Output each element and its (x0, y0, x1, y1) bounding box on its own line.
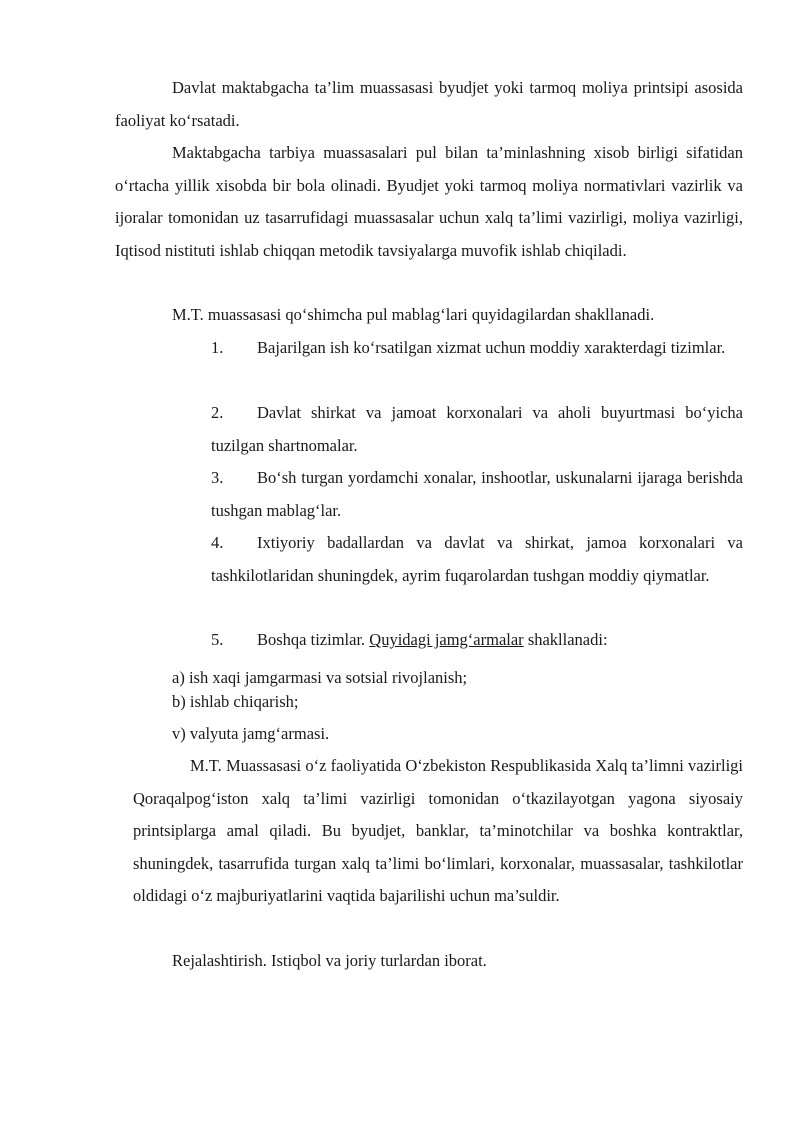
paragraph-accounting-unit: Maktabgacha tarbiya muassasalari pul bilan ta’minlashning xisob birligi sifatidan o‘rtacha yillik xisobda bir bola olinadi. Byudjet yoki tarmoq moliya normativlari vazirlik va ijoralar tomonidan uz tasarrufidagi muassasalar uchun xalq ta’limi vazirligi, moliya vazirligi, Iqtisod nistituti ishlab chiqqan metodik tavsiyalarga muvofik ishlab chiqiladi. (115, 143, 743, 260)
list-item-text: Davlat shirkat va jamoat korxonalari va aholi buyurtmasi bo‘yicha tuzilgan shartnomalar. (211, 403, 743, 455)
list-item-text: Bajarilgan ish ko‘rsatilgan xizmat uchun moddiy xarakterdagi tizimlar. (257, 338, 726, 357)
list-item (211, 527, 743, 592)
sublist-item: v) valyuta jamg‘armasi. (172, 724, 330, 743)
paragraph-policy-principles: M.T. Muassasasi o‘z faoliyatida O‘zbekiston Respublikasida Xalq ta’limni vazirligi Qoraqalpog‘iston xalq ta’limi vazirligi tomonidan o‘tkazilayotgan yagona siyosaiy printsiplarga amal qiladi. Bu byudjet, banklar, ta’minotchilar va boshka kontraktlar, shuningdek, tasarrufida turgan xalq ta’limi bo‘limlari, korxonalar, muassasalar, tashkilotlar oldidagi o‘z majburiyatlarini vaqtida bajarilishi uchun ma’suldir. (133, 756, 743, 905)
list-item (211, 397, 743, 462)
list-item-number: 5. (211, 630, 224, 649)
list-item-number: 3. (211, 468, 224, 487)
sublist-item: b) ishlab chiqarish; (172, 692, 299, 711)
list-item-text-after: shakllanadi: (523, 630, 608, 649)
list-item-number: 4. (211, 533, 224, 552)
list-item (211, 462, 743, 527)
list-item (211, 332, 743, 365)
sublist-item: a) ish xaqi jamgarmasi va sotsial rivojlanish; (172, 668, 468, 687)
list-item (211, 624, 743, 657)
list-item-text: Ixtiyoriy badallardan va davlat va shirkat, jamoa korxonalari va tashkilotlaridan shuningdek, ayrim fuqarolardan tushgan moddiy qiymatlar. (211, 533, 743, 585)
underlined-phrase: Quyidagi jamg‘armalar (369, 630, 524, 649)
paragraph-funding-principle: Davlat maktabgacha ta’lim muassasasi byudjet yoki tarmoq moliya printsipi asosida faoliyat ko‘rsatadi. (115, 78, 743, 130)
paragraph-additional-funds: M.T. muassasasi qo‘shimcha pul mablag‘lari quyidagilardan shakllanadi. (172, 305, 655, 324)
list-item-number: 1. (211, 338, 224, 357)
paragraph-planning: Rejalashtirish. Istiqbol va joriy turlardan iborat. (172, 951, 487, 970)
list-item-text: Bo‘sh turgan yordamchi xonalar, inshootlar, uskunalarni ijaraga berishda tushgan mablag‘lar. (211, 468, 743, 520)
list-item-number: 2. (211, 403, 224, 422)
list-item-text-before: Boshqa tizimlar. (257, 630, 370, 649)
